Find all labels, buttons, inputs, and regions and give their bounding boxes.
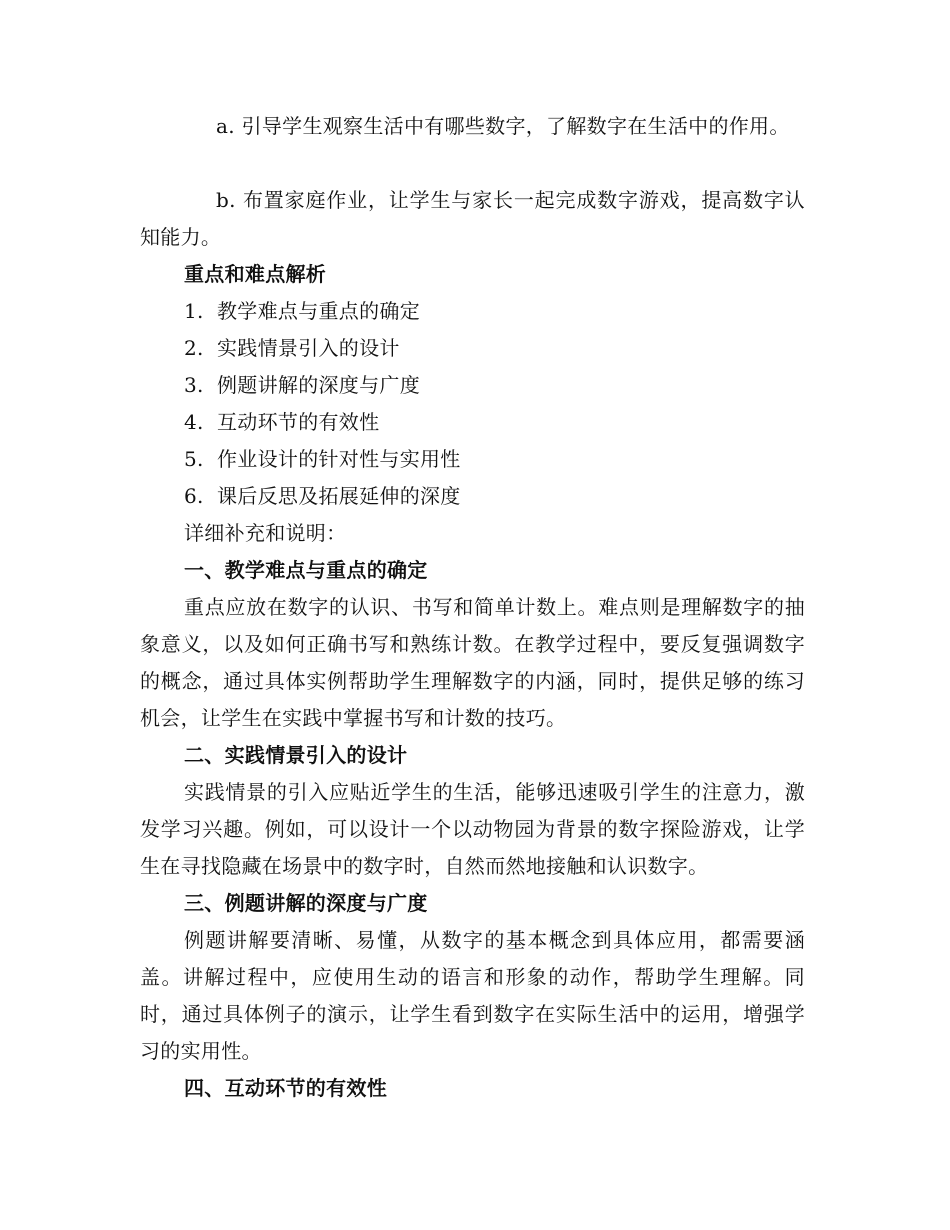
section-heading: 三、例题讲解的深度与广度	[184, 891, 428, 915]
list-text: 教学难点与重点的确定	[217, 299, 420, 323]
analysis-heading: 重点和难点解析	[184, 262, 327, 286]
list-number: 6.	[184, 484, 204, 508]
list-text: 实践情景引入的设计	[217, 336, 400, 360]
section-heading: 二、实践情景引入的设计	[184, 743, 408, 767]
analysis-list-item	[184, 478, 461, 515]
list-number: 4.	[184, 410, 204, 434]
details-label: 详细补充和说明：	[184, 521, 347, 545]
list-text: 互动环节的有效性	[217, 410, 380, 434]
section-heading: 四、互动环节的有效性	[184, 1076, 387, 1100]
section-heading: 一、教学难点与重点的确定	[184, 558, 428, 582]
list-number: 2.	[184, 336, 204, 360]
section-body: 例题讲解要清晰、易懂，从数字的基本概念到具体应用，都需要涵盖。讲解过程中，应使用生动的语言和形象的动作，帮助学生理解。同时，通过具体例子的演示，让学生看到数字在实际生活中的运用，增强学习的实用性。	[140, 928, 805, 1063]
analysis-list-item	[184, 367, 420, 404]
section-body: 实践情景的引入应贴近学生的生活，能够迅速吸引学生的注意力，激发学习兴趣。例如，可以设计一个以动物园为背景的数字探险游戏，让学生在寻找隐藏在场景中的数字时，自然而然地接触和认识数字。	[140, 780, 805, 878]
list-number: 3.	[184, 373, 204, 397]
analysis-list-item	[184, 441, 461, 478]
list-number: 1.	[184, 299, 204, 323]
list-text: 课后反思及拓展延伸的深度	[217, 484, 461, 508]
list-number: 5.	[184, 447, 204, 471]
list-text: 作业设计的针对性与实用性	[217, 447, 461, 471]
homework-item-a: a. 引导学生观察生活中有哪些数字，了解数字在生活中的作用。	[216, 114, 790, 138]
homework-item-b: b. 布置家庭作业，让学生与家长一起完成数字游戏，提高数字认知能力。	[140, 188, 805, 249]
analysis-list-item	[184, 330, 400, 367]
section-body: 重点应放在数字的认识、书写和简单计数上。难点则是理解数字的抽象意义，以及如何正确书写和熟练计数。在教学过程中，要反复强调数字的概念，通过具体实例帮助学生理解数字的内涵，同时，提供足够的练习机会，让学生在实践中掌握书写和计数的技巧。	[140, 595, 805, 730]
analysis-list-item	[184, 293, 420, 330]
list-text: 例题讲解的深度与广度	[217, 373, 420, 397]
analysis-list-item	[184, 404, 379, 441]
